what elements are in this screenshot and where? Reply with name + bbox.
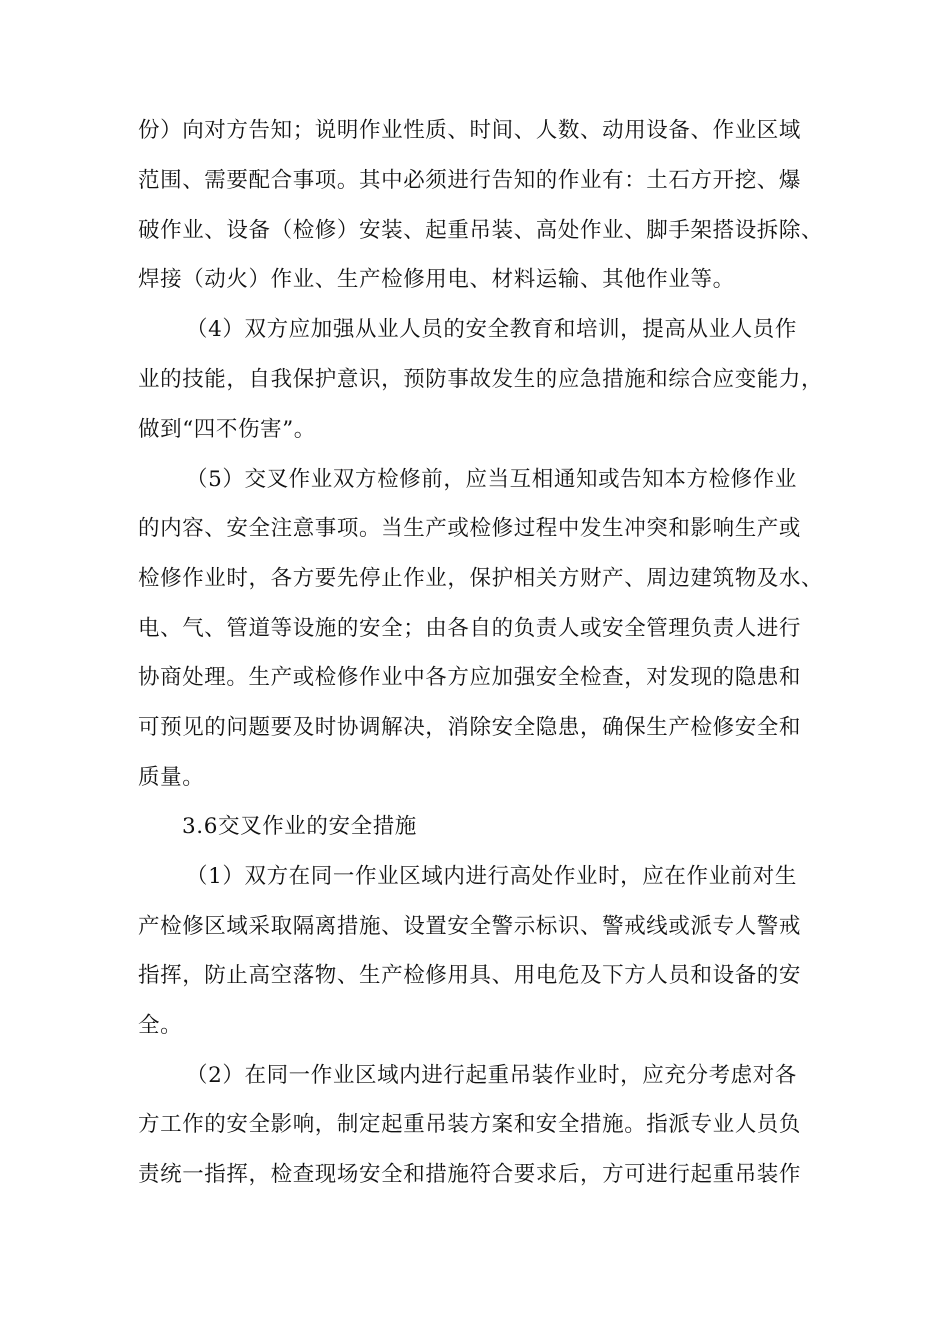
paragraph-line: （2）在同一作业区域内进行起重吊装作业时，应充分考虑对各 (186, 1063, 797, 1088)
paragraph-line: 做到“四不伤害”。 (138, 417, 316, 442)
paragraph-line: 指挥，防止高空落物、生产检修用具、用电危及下方人员和设备的安 (138, 963, 802, 988)
paragraph-line: 电、气、管道等设施的安全；由各自的负责人或安全管理负责人进行 (138, 616, 802, 641)
section-heading: 3.6交叉作业的安全措施 (182, 814, 417, 839)
paragraph-line: 质量。 (138, 765, 205, 790)
paragraph-line: （5）交叉作业双方检修前，应当互相通知或告知本方检修作业 (186, 467, 797, 492)
paragraph-line: 破作业、设备（检修）安装、起重吊装、高处作业、脚手架搭设拆除、 (138, 218, 824, 243)
paragraph-line: 范围、需要配合事项。其中必须进行告知的作业有：土石方开挖、爆 (138, 168, 802, 193)
paragraph-line: 协商处理。生产或检修作业中各方应加强安全检查，对发现的隐患和 (138, 665, 802, 690)
paragraph-line: 的内容、安全注意事项。当生产或检修过程中发生冲突和影响生产或 (138, 516, 802, 541)
paragraph-line: 业的技能，自我保护意识，预防事故发生的应急措施和综合应变能力， (138, 367, 824, 392)
paragraph-line: 焊接（动火）作业、生产检修用电、材料运输、其他作业等。 (138, 267, 735, 292)
paragraph-line: 方工作的安全影响，制定起重吊装方案和安全措施。指派专业人员负 (138, 1112, 802, 1137)
paragraph-line: 全。 (138, 1013, 183, 1038)
paragraph-line: （1）双方在同一作业区域内进行高处作业时，应在作业前对生 (186, 864, 797, 889)
paragraph-line: （4）双方应加强从业人员的安全教育和培训，提高从业人员作 (186, 317, 797, 342)
paragraph-line: 份）向对方告知；说明作业性质、时间、人数、动用设备、作业区域 (138, 118, 802, 143)
paragraph-line: 可预见的问题要及时协调解决，消除安全隐患，确保生产检修安全和 (138, 715, 802, 740)
paragraph-line: 检修作业时，各方要先停止作业，保护相关方财产、周边建筑物及水、 (138, 566, 824, 591)
paragraph-line: 产检修区域采取隔离措施、设置安全警示标识、警戒线或派专人警戒 (138, 914, 802, 939)
paragraph-line: 责统一指挥，检查现场安全和措施符合要求后，方可进行起重吊装作 (138, 1162, 802, 1187)
